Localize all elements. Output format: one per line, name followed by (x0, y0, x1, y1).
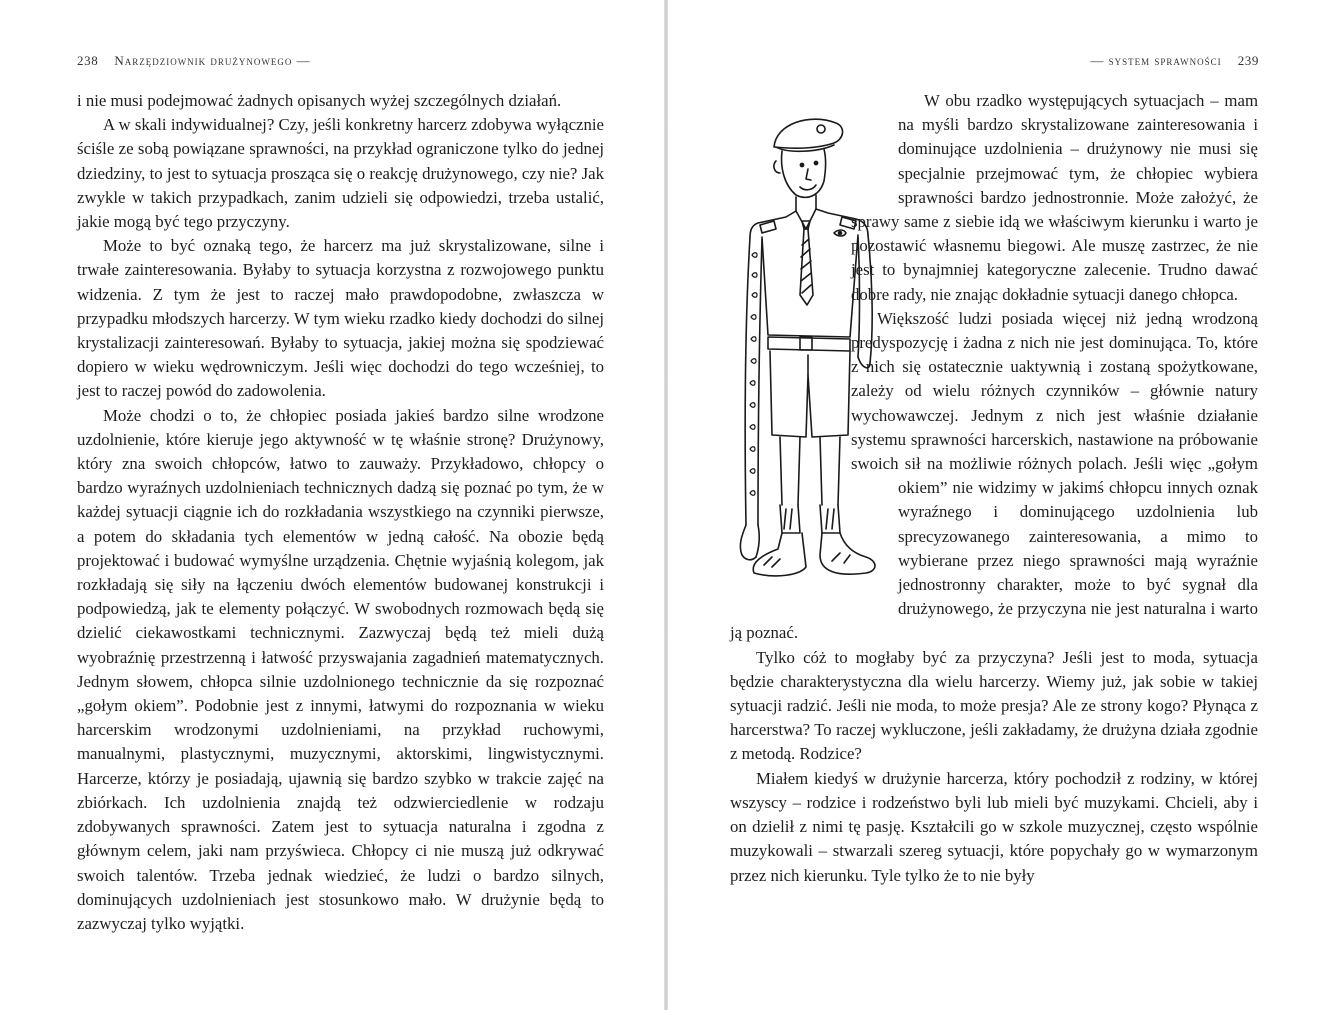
paragraph: A w skali indywidualnej? Czy, jeśli konkretny harcerz zdobywa wyłącznie ściśle ze sobą powiązane sprawności, na przykład ograniczone tylko do jednej dziedziny, to jest to sytuacja prosząca się o reakcję drużynowego, czy nie? Jak zwykle w takich przypadkach, zanim udzieli się odpowiedzi, trzeba ustalić, jakie mogą być tego przyczyny. (77, 115, 604, 232)
left-running-head (77, 53, 311, 69)
paragraph: Tylko cóż to mogłaby być za przyczyna? Jeśli jest to moda, sytuacja będzie charakterystyczna dla wielu harcerzy. Wiemy już, jak sobie w takiej sytuacji radzić. Jeśli nie moda, to może presja? Ale ze strony kogo? Płynąca z harcerstwa? To raczej wykluczone, jeśli zakładamy, że drużyna działa zgodnie z metodą. Rodzice? (730, 647, 1258, 764)
right-page-number: 239 (1237, 53, 1259, 68)
right-body-text (730, 89, 1258, 888)
left-body-text (77, 89, 604, 936)
paragraph: Może to być oznaką tego, że harcerz ma już skrystalizowane, silne i trwałe zainteresowania. Byłaby to sytuacja korzystna z rozwojowego punktu widzenia. Z tym że jest to raczej mało prawdopodobne, zwłaszcza w przypadku młodszych harcerzy. W tym wieku rzadko kiedy dochodzi do silnej krystalizacji zainteresowań. Byłaby to sytuacja, jakiej można się spodziewać dopiero w wieku wędrowniczym. Jeśli więc dochodzi do tego wcześniej, to jest to raczej powód do zadowolenia. (77, 236, 604, 401)
paragraph: i nie musi podejmować żadnych opisanych wyżej szczególnych działań. (77, 91, 562, 110)
paragraph: Miałem kiedyś w drużynie harcerza, który pochodził z rodziny, w której wszyscy – rodzice i rodzeństwo byli lub mieli być muzykami. Chcieli, aby i on dzielił z nimi tę pasję. Kształcili go w szkole muzycznej, często wspólnie muzykowali – stwarzali szereg sytuacji, które popychały go w wymarzonym przez nich kierunku. Tyle tylko że to nie były (730, 768, 1258, 885)
paragraph: Może chodzi o to, że chłopiec posiada jakieś bardzo silne wrodzone uzdolnienie, które kieruje jego aktywność w tę właśnie stronę? Drużynowy, który zna swoich chłopców, łatwo to zauważy. Przykładowo, chłopcy o bardzo wyraźnych uzdolnieniach technicznych dadzą się poznać po tym, że w każdej sytuacji ciągnie ich do rozkładania wszystkiego na czynniki pierwsze, a potem do składania tych elementów w jedną całość. Na obozie będą projektować i budować wymyślne urządzenia. Chętnie wyjaśnią kolegom, jak rozkładają się siły na łączeniu dwóch elementów budowanej konstrukcji i podpowiedzą, jak te elementy połączyć. W swobodnych rozmowach będą się dzielić ciekawostkami technicznymi. Zazwyczaj będą też mieli dużą wyobraźnię przestrzenną i łatwość przyswajania zagadnień matematycznych. Jednym słowem, chłopca silnie uzdolnionego technicznie da się rozpoznać „gołym okiem”. Podobnie jest z innymi, łatwymi do rozpoznania w wieku harcerskim wrodzonymi uzdolnieniami, na przykład ruchowymi, manualnymi, plastycznymi, muzycznymi, aktorskimi, lingwistycznymi. Harcerze, którzy je posiadają, ujawnią się bardzo szybko w trakcie zajęć na zbiórkach. Ich uzdolnienia znajdą też odzwierciedlenie w rodzaju zdobywanych sprawności. Zatem jest to sytuacja naturalna i zgodna z głównym celem, jaki nam przyświeca. Chłopcy ci nie muszą już odkrywać swoich talentów. Trzeba jednak wiedzieć, że ludzi o bardzo silnych, dominujących uzdolnieniach jest stosunkowo mało. W drużynie będą to zazwyczaj tylko wyjątki. (77, 405, 604, 933)
paragraph: Większość ludzi posiada więcej niż jedną wrodzoną predyspozycję i żadna z nich nie jest dominująca. To, które z nich się ostatecznie uaktywnią i zostaną spożytkowane, zależy od wielu różnych czynników – głównie natury wychowawczej. Jednym z nich jest właśnie działanie systemu sprawności harcerskich, nastawione na próbowanie swoich sił na możliwie różnych polach. Jeśli więc „gołym okiem” nie widzimy w jakimś chłopcu innych oznak wyraźnego i dominującego uzdolnienia lub sprecyzowanego zainteresowania, a mimo to wybierane przez niego sprawności mają wyraźnie jednostronny charakter, może to być sygnał dla drużynowego, że przyczyna nie jest naturalna i warto ją poznać. (730, 308, 1258, 643)
right-page (668, 0, 1331, 1010)
right-running-title: — system sprawności (1090, 53, 1222, 68)
right-running-head (1090, 53, 1259, 69)
left-page (0, 0, 664, 1010)
paragraph: W obu rzadko występujących sytuacjach – mam na myśli bardzo skrystalizowane zainteresowania i dominujące uzdolnienia – drużynowy nie musi się specjalnie przejmować tym, że chłopiec wybiera sprawności bardzo jednostronnie. Może założyć, że sprawy same z siebie idą we właściwym kierunku i warto je pozostawić własnemu biegowi. Ale muszę zastrzec, że nie jest to bynajmniej kategoryczne zalecenie. Trudno dawać dobre rady, nie znając dokładnie sytuacji danego chłopca. (850, 91, 1258, 304)
left-running-title: Narzędziownik drużynowego — (114, 53, 311, 68)
left-page-number: 238 (77, 53, 99, 68)
